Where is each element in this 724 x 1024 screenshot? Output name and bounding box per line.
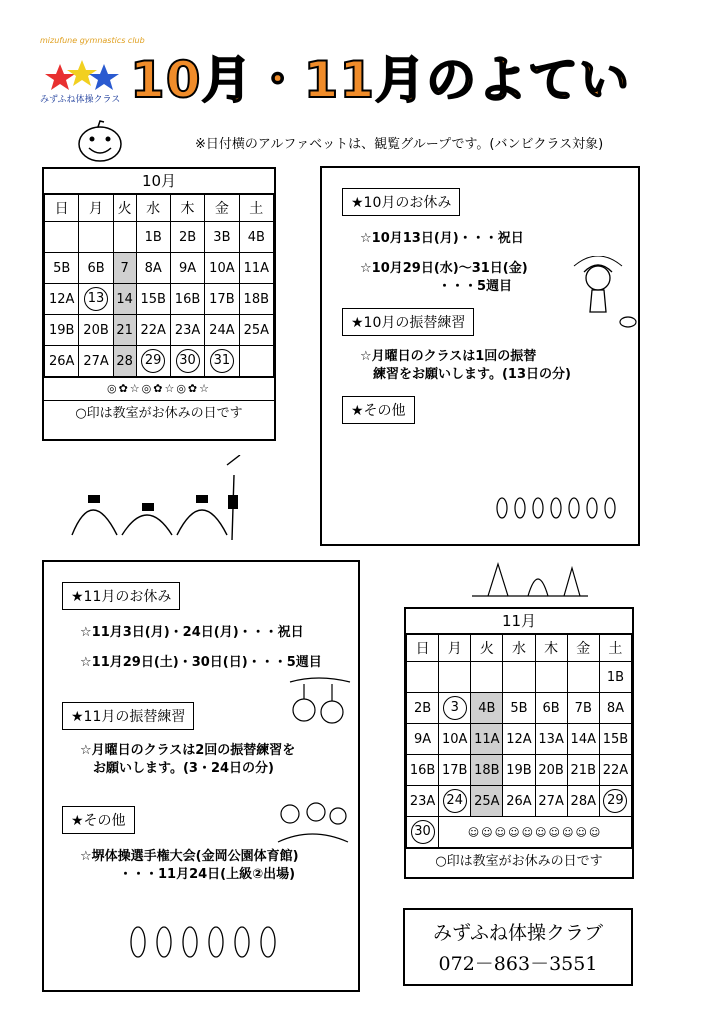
closed-day: 24 [443,789,467,813]
closed-day: 13 [84,287,108,311]
logo-bottom-text: みずふね体操クラス [40,95,121,105]
gym-event-icon [468,552,592,602]
persimmon-branch-icon [288,670,352,734]
day-cell: 27A [79,346,113,377]
day-cell [535,662,567,693]
weekday: 木 [170,195,204,222]
nov-other-tag: ★その他 [62,806,135,834]
day-cell: 24A [205,315,239,346]
november-calendar [404,607,634,879]
logo-top-text: mizufune gymnastics club [40,36,145,45]
club-name: みずふね体操クラブ [432,922,604,944]
day-cell: 13A [535,724,567,755]
day-cell: 23A [407,786,439,817]
day-cell [503,662,535,693]
kids-icon [272,798,352,846]
weekday: 月 [439,635,471,662]
oct-holiday-2: ☆10月29日(水)～31日(金) ・・・5週目 [360,261,528,294]
kids-decoration-row: ☺☺☺☺☺☺☺☺☺☺ [439,817,632,848]
day-cell: 17B [205,284,239,315]
day-cell: 18B [471,755,503,786]
jump-rope-girl-icon [570,256,638,336]
day-cell: 11A [239,253,273,284]
nov-holiday-2: ☆11月29日(土)・30日(日)・・・5週目 [80,655,322,670]
day-cell: 10A [205,253,239,284]
closed-day: 30 [411,820,435,844]
day-cell: 2B [407,693,439,724]
day-cell: 25A [239,315,273,346]
october-legend: ○印は教室がお休みの日です [44,400,274,427]
dancing-figures-icon [490,490,630,530]
day-cell: 26A [45,346,79,377]
day-cell: 4B [471,693,503,724]
weekday: 水 [136,195,170,222]
nov-holiday-tag: ★11月のお休み [62,582,180,610]
day-cell: 8A [136,253,170,284]
dancing-figures-icon [124,918,294,972]
day-cell: 1B [599,662,631,693]
day-cell [407,817,439,848]
page-title: 10月・11月のよてい [130,51,631,109]
day-cell [170,346,204,377]
weekday: 金 [205,195,239,222]
oct-other-tag: ★その他 [342,396,415,424]
contact-box [403,908,633,986]
day-cell: 28A [567,786,599,817]
closed-day: 29 [603,789,627,813]
day-cell [599,786,631,817]
day-cell: 21B [567,755,599,786]
november-legend: ○印は教室がお休みの日です [406,848,632,875]
day-cell: 20B [535,755,567,786]
nov-makeup-tag: ★11月の振替練習 [62,702,194,730]
october-table [44,194,274,377]
day-cell: 14 [113,284,136,315]
closed-day: 30 [176,349,200,373]
day-cell: 6B [535,693,567,724]
november-info-panel [42,560,360,992]
weekday: 水 [503,635,535,662]
day-cell: 20B [79,315,113,346]
weekday: 土 [599,635,631,662]
day-cell: 5B [45,253,79,284]
day-cell: 18B [239,284,273,315]
day-cell: 8A [599,693,631,724]
weekday: 土 [239,195,273,222]
day-cell: 14A [567,724,599,755]
oct-makeup-tag: ★10月の振替練習 [342,308,474,336]
day-cell: 25A [471,786,503,817]
day-cell: 17B [439,755,471,786]
closed-day: 31 [210,349,234,373]
day-cell: 9A [407,724,439,755]
day-cell [239,346,273,377]
phone-number: 072－863－3551 [438,953,598,975]
day-cell: 7 [113,253,136,284]
day-cell: 27A [535,786,567,817]
day-cell: 12A [45,284,79,315]
day-cell [79,284,113,315]
day-cell: 19B [503,755,535,786]
day-cell: 9A [170,253,204,284]
day-cell: 15B [599,724,631,755]
day-cell: 16B [407,755,439,786]
day-cell: 19B [45,315,79,346]
day-cell: 23A [170,315,204,346]
november-label: 11月 [406,609,632,634]
day-cell [45,222,79,253]
october-info-panel [320,166,640,546]
weekday: 月 [79,195,113,222]
november-table [406,634,632,848]
weekday: 火 [471,635,503,662]
day-cell: 12A [503,724,535,755]
october-calendar [42,167,276,441]
oct-holiday-1: ☆10月13日(月)・・・祝日 [360,231,524,246]
weekday: 金 [567,635,599,662]
oct-makeup-1: ☆月曜日のクラスは1回の振替 練習をお願いします。(13日の分) [360,349,571,382]
day-cell [439,786,471,817]
pumpkin-decoration-row: ◎✿☆◎✿☆◎✿☆ [44,377,274,400]
day-cell: 11A [471,724,503,755]
day-cell [439,693,471,724]
day-cell: 22A [136,315,170,346]
day-cell: 1B [136,222,170,253]
day-cell: 28 [113,346,136,377]
day-cell [471,662,503,693]
day-cell: 2B [170,222,204,253]
closed-day: 3 [443,696,467,720]
weekday: 日 [407,635,439,662]
nov-makeup-1: ☆月曜日のクラスは2回の振替練習を お願いします。(3・24日の分) [80,743,296,776]
weekday: 火 [113,195,136,222]
day-cell: 26A [503,786,535,817]
day-cell: 7B [567,693,599,724]
day-cell: 10A [439,724,471,755]
day-cell: 4B [239,222,273,253]
day-cell: 16B [170,284,204,315]
day-cell [439,662,471,693]
day-cell: 15B [136,284,170,315]
day-cell: 3B [205,222,239,253]
nov-other-1: ☆堺体操選手権大会(金岡公園体育館) ・・・11月24日(上級②出場) [80,849,299,882]
weekday: 日 [45,195,79,222]
oct-holiday-tag: ★10月のお休み [342,188,460,216]
closed-day: 29 [141,349,165,373]
october-label: 10月 [44,169,274,194]
day-cell [567,662,599,693]
pumpkin-icon [76,118,124,164]
day-cell [79,222,113,253]
gymnasts-icon [62,455,262,545]
day-cell [113,222,136,253]
day-cell: 6B [79,253,113,284]
group-note: ※日付横のアルファベットは、観覧グループです。(バンビクラス対象) [195,137,604,152]
day-cell [407,662,439,693]
day-cell [136,346,170,377]
day-cell: 22A [599,755,631,786]
day-cell: 5B [503,693,535,724]
nov-holiday-1: ☆11月3日(月)・24日(月)・・・祝日 [80,625,304,640]
weekday: 木 [535,635,567,662]
day-cell: 21 [113,315,136,346]
day-cell [205,346,239,377]
